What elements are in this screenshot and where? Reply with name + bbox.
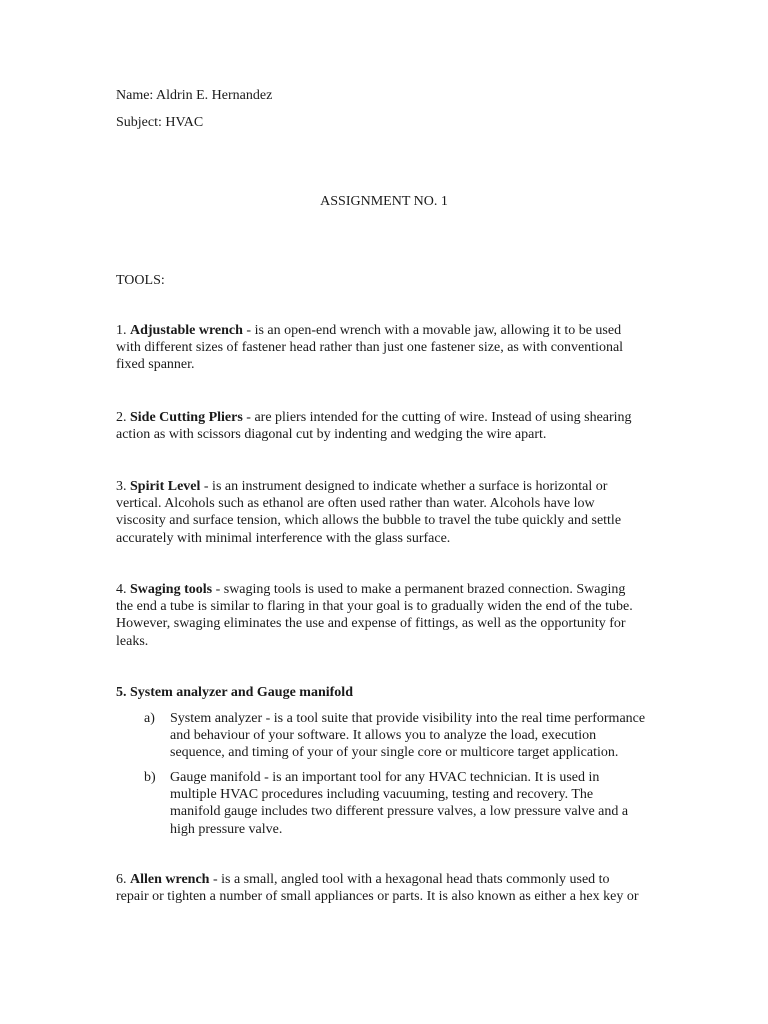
tool-name: Allen wrench — [130, 872, 210, 887]
subitem-text: multiple HVAC procedures including vacuuming, testing and recovery. The — [170, 787, 594, 803]
subitem-system-analyzer — [170, 710, 660, 762]
tool-item-side-cutting-pliers — [116, 409, 656, 443]
tool-number: 4. — [116, 582, 127, 597]
tool-number: 1. — [116, 323, 127, 338]
subitem-gauge-manifold — [170, 769, 660, 838]
tool-description: fixed spanner. — [116, 357, 195, 373]
subitem-text: sequence, and timing of your of your single core or multicore target application. — [170, 745, 619, 761]
section-heading: TOOLS: — [116, 273, 165, 288]
tool-name: Side Cutting Pliers — [130, 410, 243, 425]
tool-description: leaks. — [116, 633, 149, 649]
list-marker: a) — [144, 711, 155, 726]
tool-description: with different sizes of fastener head rather than just one fastener size, as with conventional — [116, 340, 624, 356]
tool-description: viscosity and surface tension, which allows the bubble to travel the tube quickly and settle — [116, 513, 622, 529]
subitem-text: high pressure valve. — [170, 821, 283, 837]
tool-description: - is an open-end wrench with a movable jaw, allowing it to be used — [242, 323, 622, 338]
subitem-text: Gauge manifold - is an important tool for any HVAC technician. It is used in — [170, 770, 600, 785]
tool-item-adjustable-wrench — [116, 322, 656, 374]
subject-line: Subject: HVAC — [116, 115, 204, 130]
tool-description: repair or tighten a number of small appliances or parts. It is also known as either a hex key or — [116, 889, 639, 905]
tool-description: - is a small, angled tool with a hexagonal head thats commonly used to — [209, 872, 610, 887]
assignment-title: ASSIGNMENT NO. 1 — [320, 194, 448, 209]
tool-name: Adjustable wrench — [130, 323, 243, 338]
list-marker: b) — [144, 770, 156, 785]
tool-item-allen-wrench — [116, 871, 656, 905]
tool-description: the end a tube is similar to flaring in that your goal is to gradually widen the end of the tube. — [116, 599, 633, 615]
tool-number: 2. — [116, 410, 127, 425]
subitem-text: System analyzer - is a tool suite that provide visibility into the real time performance — [170, 711, 646, 726]
tool-item-swaging-tools — [116, 581, 656, 650]
tool-description: action as with scissors diagonal cut by indenting and wedging the wire apart. — [116, 427, 547, 443]
tool-description: However, swaging eliminates the use and expense of fittings, as well as the opportunity for — [116, 616, 626, 632]
tool-name: Swaging tools — [130, 582, 213, 597]
tool-item-spirit-level — [116, 478, 656, 547]
tool-name: Spirit Level — [130, 479, 201, 494]
tool-number: 3. — [116, 479, 127, 494]
tool-number: 6. — [116, 872, 127, 887]
subitem-text: manifold gauge includes two different pressure valves, a low pressure valve and a — [170, 804, 629, 820]
subitem-text: and behaviour of your software. It allows you to analyze the load, execution — [170, 728, 597, 744]
tool-heading-system-analyzer-gauge-manifold: 5. System analyzer and Gauge manifold — [116, 685, 353, 700]
tool-description: vertical. Alcohols such as ethanol are often used rather than water. Alcohols have low — [116, 496, 595, 512]
tool-description: - is an instrument designed to indicate whether a surface is horizontal or — [200, 479, 608, 494]
student-name: Name: Aldrin E. Hernandez — [116, 88, 273, 103]
tool-description: - are pliers intended for the cutting of wire. Instead of using shearing — [242, 410, 632, 425]
tool-description: accurately with minimal interference with the glass surface. — [116, 530, 451, 546]
tool-description: - swaging tools is used to make a permanent brazed connection. Swaging — [212, 582, 626, 597]
